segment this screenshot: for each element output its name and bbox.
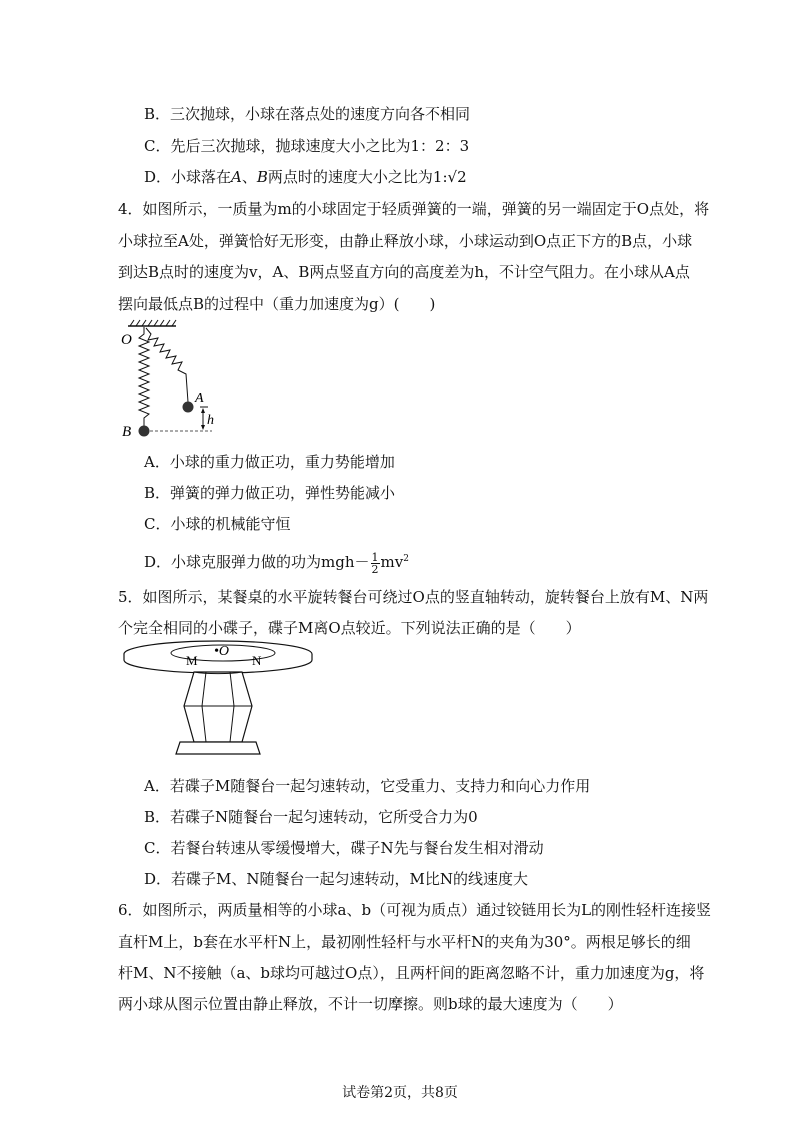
q5-stem-line1: 5．如图所示，某餐桌的水平旋转餐台可绕过O点的竖直轴转动，旋转餐台上放有M、N两	[118, 588, 709, 606]
q4-option-a: A．小球的重力做正功，重力势能增加	[144, 453, 395, 471]
q6-stem-line1: 6．如图所示，两质量相等的小球a、b（可视为质点）通过铰链用长为L的刚性轻杆连接竖	[118, 901, 712, 919]
q5-stem-line2: 个完全相同的小碟子，碟子M离O点较近。下列说法正确的是（ ）	[118, 619, 581, 637]
q4-label-b: B	[122, 424, 132, 440]
q4-stem-line1: 4．如图所示，一质量为m的小球固定于轻质弹簧的一端，弹簧的另一端固定于O点处，将	[118, 200, 710, 218]
q6-stem-line4: 两小球从图示位置由静止释放，不计一切摩擦。则b球的最大速度为（ ）	[118, 995, 623, 1013]
q4-stem-line3: 到达B点时的速度为v，A、B两点竖直方向的高度差为h，不计空气阻力。在小球从A点	[118, 263, 690, 281]
q5-option-a: A．若碟子M随餐台一起匀速转动，它受重力、支持力和向心力作用	[144, 777, 591, 795]
q5-table-figure	[120, 638, 316, 764]
q5-label-n: N	[252, 653, 262, 668]
q5-label-m: M	[186, 653, 198, 668]
q6-stem-line3: 杆M、N不接触（a、b球均可越过O点），且两杆间的距离忽略不计，重力加速度为g，将	[118, 964, 705, 982]
q4-stem-line4: 摆向最低点B的过程中（重力加速度为g）( )	[118, 295, 436, 313]
q4-label-a: A	[195, 391, 204, 406]
q4-stem-line2: 小球拉至A处，弹簧恰好无形变，由静止释放小球，小球运动到O点正下方的B点，小球	[118, 232, 693, 250]
q4-option-d: D．小球克服弹力做的功为mgh－ $\frac{1}{2}$ $mv^2$	[144, 550, 409, 576]
q5-label-o: •O	[214, 644, 230, 659]
q3-option-b: B．三次抛球，小球在落点处的速度方向各不相同	[144, 105, 471, 123]
q3-option-d: D．小球落在A、B两点时的速度大小之比为1:√2	[144, 168, 467, 186]
q5-option-c: C．若餐台转速从零缓慢增大，碟子N先与餐台发生相对滑动	[144, 839, 544, 857]
q4-option-b: B．弹簧的弹力做正功，弹性势能减小	[144, 484, 396, 502]
fraction-one-half: $\frac{1}{2}$	[371, 550, 379, 576]
q4-label-h: h	[207, 413, 214, 428]
q5-option-d: D．若碟子M、N随餐台一起匀速转动，M比N的线速度大	[144, 870, 528, 888]
q3-option-c: C．先后三次抛球，抛球速度大小之比为1：2：3	[144, 137, 470, 155]
q4-spring-figure	[118, 318, 228, 442]
q4-option-c: C．小球的机械能守恒	[144, 515, 291, 533]
page-footer: 试卷第2页，共8页	[342, 1085, 458, 1101]
q6-stem-line2: 直杆M上，b套在水平杆N上，最初刚性轻杆与水平杆N的夹角为30°。两根足够长的细	[118, 933, 691, 951]
q4-label-o: O	[121, 332, 132, 348]
q5-option-b: B．若碟子N随餐台一起匀速转动，它所受合力为0	[144, 808, 478, 826]
